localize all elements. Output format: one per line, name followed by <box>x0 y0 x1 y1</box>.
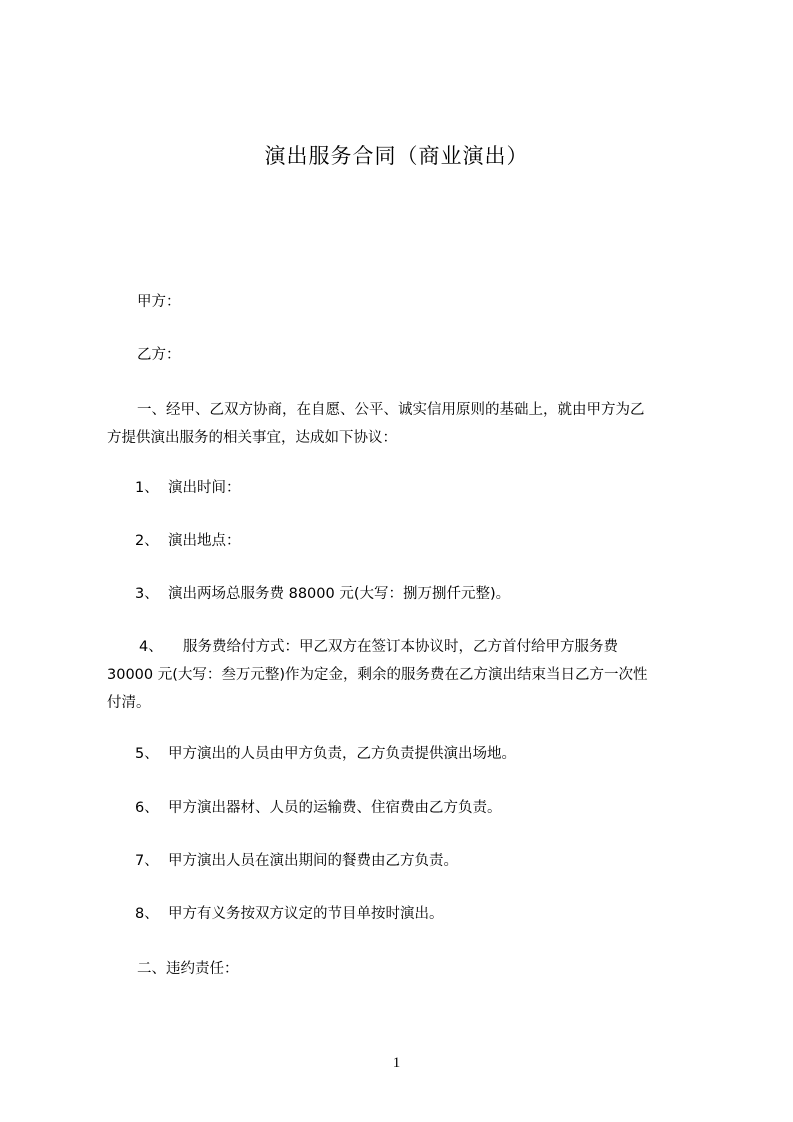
section-1-line-2: 方提供演出服务的相关事宜，达成如下协议： <box>107 430 397 446</box>
item-number: 1、 <box>135 480 159 496</box>
item-4-line-1 <box>107 633 701 661</box>
item-number: 8、 <box>135 906 159 922</box>
list-item <box>107 847 729 875</box>
list-item <box>107 740 729 768</box>
list-item <box>107 900 729 928</box>
section-1-paragraph <box>107 396 701 452</box>
party-a-line: 甲方： <box>137 294 181 310</box>
section-1-line-1: 一、经甲、乙双方协商，在自愿、公平、诚实信用原则的基础上，就由甲方为乙 <box>137 402 645 418</box>
item-text: 甲方演出的人员由甲方负责，乙方负责提供演出场地。 <box>168 746 516 762</box>
list-item <box>107 474 729 502</box>
item-number: 3、 <box>135 586 159 602</box>
list-item <box>107 580 729 608</box>
item-text: 甲方演出器材、人员的运输费、住宿费由乙方负责。 <box>168 800 502 816</box>
list-item <box>107 633 701 717</box>
item-4-line-2: 30000 元(大写：叁万元整)作为定金，剩余的服务费在乙方演出结束当日乙方一次性 <box>107 667 648 683</box>
item-text: 服务费给付方式：甲乙双方在签订本协议时，乙方首付给甲方服务费 <box>183 639 618 655</box>
item-number: 6、 <box>135 800 159 816</box>
item-text: 演出时间： <box>168 480 241 496</box>
item-text: 甲方演出人员在演出期间的餐费由乙方负责。 <box>168 853 458 869</box>
item-number: 5、 <box>135 746 159 762</box>
page-number: 1 <box>392 1055 401 1071</box>
section-2-heading: 二、违约责任： <box>137 961 239 977</box>
item-4-line-3: 付清。 <box>107 695 151 711</box>
item-text: 甲方有义务按双方议定的节目单按时演出。 <box>168 906 444 922</box>
document-title: 演出服务合同（商业演出） <box>264 144 529 168</box>
list-item <box>107 527 729 555</box>
item-number: 7、 <box>135 853 159 869</box>
item-text: 演出两场总服务费 88000 元(大写：捌万捌仟元整)。 <box>168 586 511 602</box>
item-text: 演出地点： <box>168 533 241 549</box>
party-b-line: 乙方： <box>137 347 181 363</box>
item-number: 4、 <box>139 639 163 655</box>
list-item <box>107 794 729 822</box>
item-number: 2、 <box>135 533 159 549</box>
